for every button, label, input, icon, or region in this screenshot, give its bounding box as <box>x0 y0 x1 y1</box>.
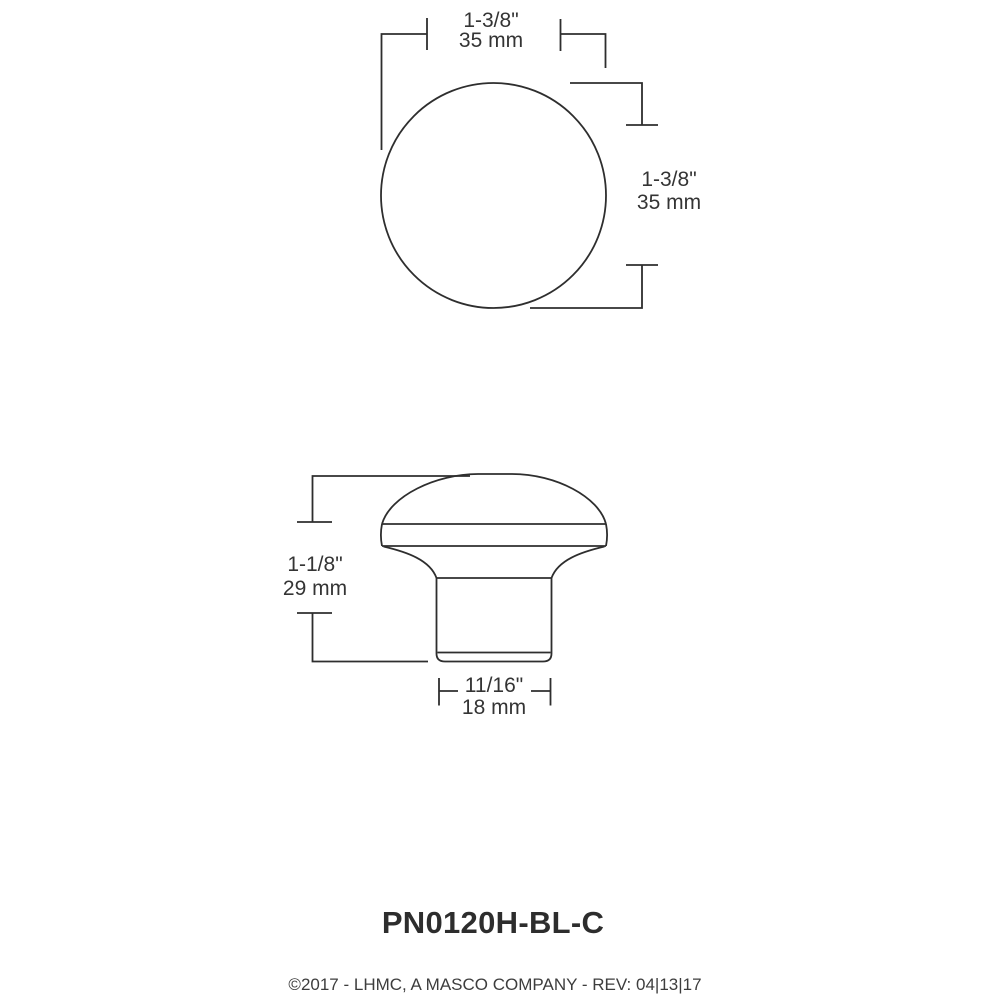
knob-stem-outline <box>437 578 552 662</box>
knob-cap-band-right-edge <box>606 524 607 546</box>
knob-cap-dome <box>382 474 606 524</box>
top-view-height-dimension <box>530 83 701 308</box>
dimension-hook-bottom <box>313 613 429 662</box>
top-height-label-inches: 1-3/8" <box>641 168 697 191</box>
part-number: PN0120H-BL-C <box>381 905 605 940</box>
dimension-hook-right <box>561 34 606 68</box>
knob-cap-band-left-edge <box>381 524 382 546</box>
top-height-label-mm: 35 mm <box>636 191 702 214</box>
dimension-hook-top <box>570 83 642 125</box>
side-height-label-mm: 29 mm <box>282 577 348 600</box>
top-width-label-inches: 1-3/8" <box>463 9 519 32</box>
dimension-hook-top <box>313 476 471 522</box>
copyright-line: ©2017 - LHMC, A MASCO COMPANY - REV: 04|13|17 <box>288 975 702 994</box>
top-width-label-mm: 35 mm <box>458 29 524 52</box>
knob-top-outline <box>381 83 606 308</box>
side-width-label-mm: 18 mm <box>461 696 527 719</box>
side-view-width-dimension <box>439 674 551 719</box>
side-view-height-dimension <box>283 476 470 662</box>
top-view-width-dimension <box>382 9 606 150</box>
dimension-hook-bottom <box>530 265 642 308</box>
top-view <box>381 9 701 308</box>
dimension-hook-left <box>382 34 428 150</box>
side-width-label-inches: 11/16" <box>464 674 524 697</box>
knob-side-outline <box>381 474 607 662</box>
side-height-label-inches: 1-1/8" <box>287 553 343 576</box>
knob-neck-flare-right <box>552 547 605 579</box>
side-view <box>283 474 607 719</box>
knob-neck-flare-left <box>384 547 437 579</box>
